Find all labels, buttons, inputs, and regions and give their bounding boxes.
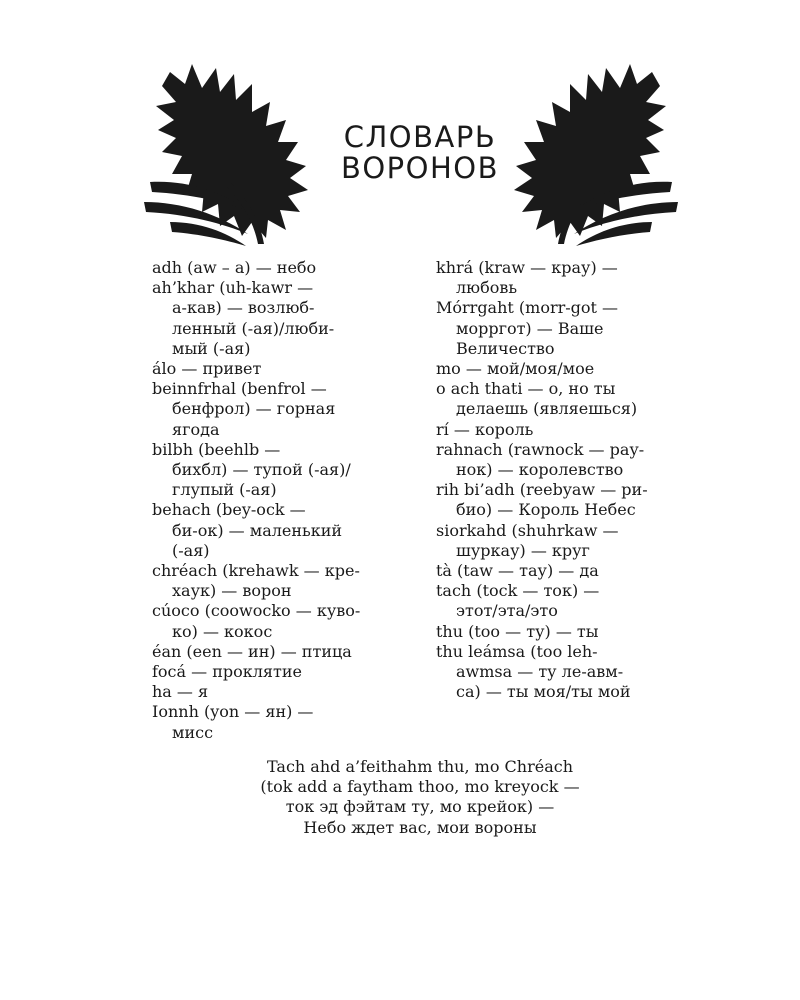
entry-term-line: beinnfrhal (benfrol — [152, 379, 327, 399]
glossary-entry [436, 642, 706, 703]
entry-term-line: khrá (kraw — крау) — [436, 258, 618, 277]
glossary-entry [152, 682, 414, 702]
glossary-entry [152, 561, 414, 601]
entry-continuation-line: awmsa — ту ле-авм- [456, 662, 624, 682]
entry-term-line: Ionnh (yon — ян) — [152, 702, 314, 722]
entry-term-line: tà (taw — тау) — да [436, 561, 599, 581]
entry-term-line: bilbh (beehlb — [152, 439, 281, 459]
entry-term-line: Mórrgaht (morr-got — [436, 298, 619, 318]
entry-continuation-line: любовь [456, 278, 518, 298]
glossary-entry [152, 278, 414, 359]
entry-continuation-line: био) — Король Небес [456, 500, 636, 520]
glossary-entry [152, 662, 414, 682]
entry-continuation-line: ко) — кокос [172, 621, 273, 641]
entry-continuation-line: би-ок) — маленький [172, 520, 343, 540]
glossary-entry [436, 379, 706, 419]
glossary-entry [436, 258, 706, 298]
entry-term-line: thu (too — ту) — ты [436, 621, 599, 641]
glossary-entry [436, 561, 706, 581]
entry-continuation-line: шуркау) — круг [456, 540, 590, 560]
glossary-entry [152, 359, 414, 379]
title-line: СЛОВАРЬ [343, 120, 497, 154]
glossary-entry [152, 440, 414, 501]
entry-continuation-line: ленный (-ая)/люби- [172, 318, 335, 338]
entry-continuation-line: морргот) — Ваше [456, 318, 604, 338]
entry-continuation-line: глупый (-ая) [172, 480, 277, 500]
entry-term-line: ha — я [152, 682, 209, 702]
glossary-left-column [152, 258, 414, 743]
glossary-entry [436, 440, 706, 480]
entry-term-line: focá — проклятие [152, 662, 303, 682]
glossary-entry [436, 480, 706, 520]
entry-term-line: ah’khar (uh-kawr — [152, 278, 314, 298]
entry-term-line: thu leámsa (too leh- [436, 641, 598, 661]
entry-continuation-line: хаук) — ворон [172, 581, 292, 601]
entry-continuation-line: бихбл) — тупой (-ая)/ [172, 460, 351, 480]
glossary-entry [152, 702, 414, 742]
verse-line: (tok add a faytham thoo, mo kreyock — [260, 777, 580, 797]
entry-continuation-line: делаешь (являешься) [456, 399, 638, 419]
entry-continuation-line: мый (-ая) [172, 338, 251, 358]
entry-continuation-line: бенфрол) — горная [172, 399, 336, 419]
glossary-entry [436, 359, 706, 379]
entry-term-line: adh (aw – a) — небо [152, 258, 317, 277]
verse-line: Небо ждет вас, мои вороны [303, 817, 537, 837]
entry-continuation-line: (-ая) [172, 540, 210, 560]
glossary-entry [436, 521, 706, 561]
closing-verse [150, 757, 690, 838]
glossary-entry [436, 581, 706, 621]
glossary-entry [152, 258, 414, 278]
entry-continuation-line: мисс [172, 722, 214, 742]
glossary-entry [436, 420, 706, 440]
entry-continuation-line: нок) — королевство [456, 460, 624, 480]
glossary-entry [152, 642, 414, 662]
glossary-entry [436, 622, 706, 642]
entry-term-line: cúoco (coowocko — куво- [152, 601, 361, 621]
entry-term-line: álo — привет [152, 359, 262, 379]
entry-continuation-line: этот/эта/это [456, 601, 558, 621]
page-title [290, 122, 550, 184]
entry-term-line: rahnach (rawnock — рау- [436, 439, 645, 459]
glossary-entry [152, 601, 414, 641]
entry-continuation-line: а-кав) — возлюб- [172, 298, 315, 318]
entry-continuation-line: ягода [172, 419, 220, 439]
verse-line: ток эд фэйтам ту, мо крейок) — [285, 797, 555, 817]
entry-term-line: mo — мой/моя/мое [436, 359, 595, 379]
entry-term-line: chréach (krehawk — кре- [152, 561, 360, 581]
entry-term-line: éan (een — ин) — птица [152, 641, 352, 661]
verse-line: Tach ahd a’feithahm thu, mo Chréach [266, 757, 574, 776]
glossary-entry [152, 379, 414, 440]
entry-term-line: behach (bey-ock — [152, 500, 306, 520]
title-line: ВОРОНОВ [340, 151, 500, 185]
entry-term-line: rih bi’adh (reebyaw — ри- [436, 480, 648, 500]
entry-term-line: tach (tock — ток) — [436, 581, 600, 601]
entry-continuation-line: Величество [456, 338, 555, 358]
glossary-right-column [436, 258, 706, 702]
entry-term-line: rí — король [436, 419, 534, 439]
entry-continuation-line: са) — ты моя/ты мой [456, 682, 631, 702]
entry-term-line: siorkahd (shuhrkaw — [436, 520, 619, 540]
glossary-entry [152, 500, 414, 561]
entry-term-line: o ach thati — о, но ты [436, 379, 616, 399]
glossary-entry [436, 298, 706, 359]
